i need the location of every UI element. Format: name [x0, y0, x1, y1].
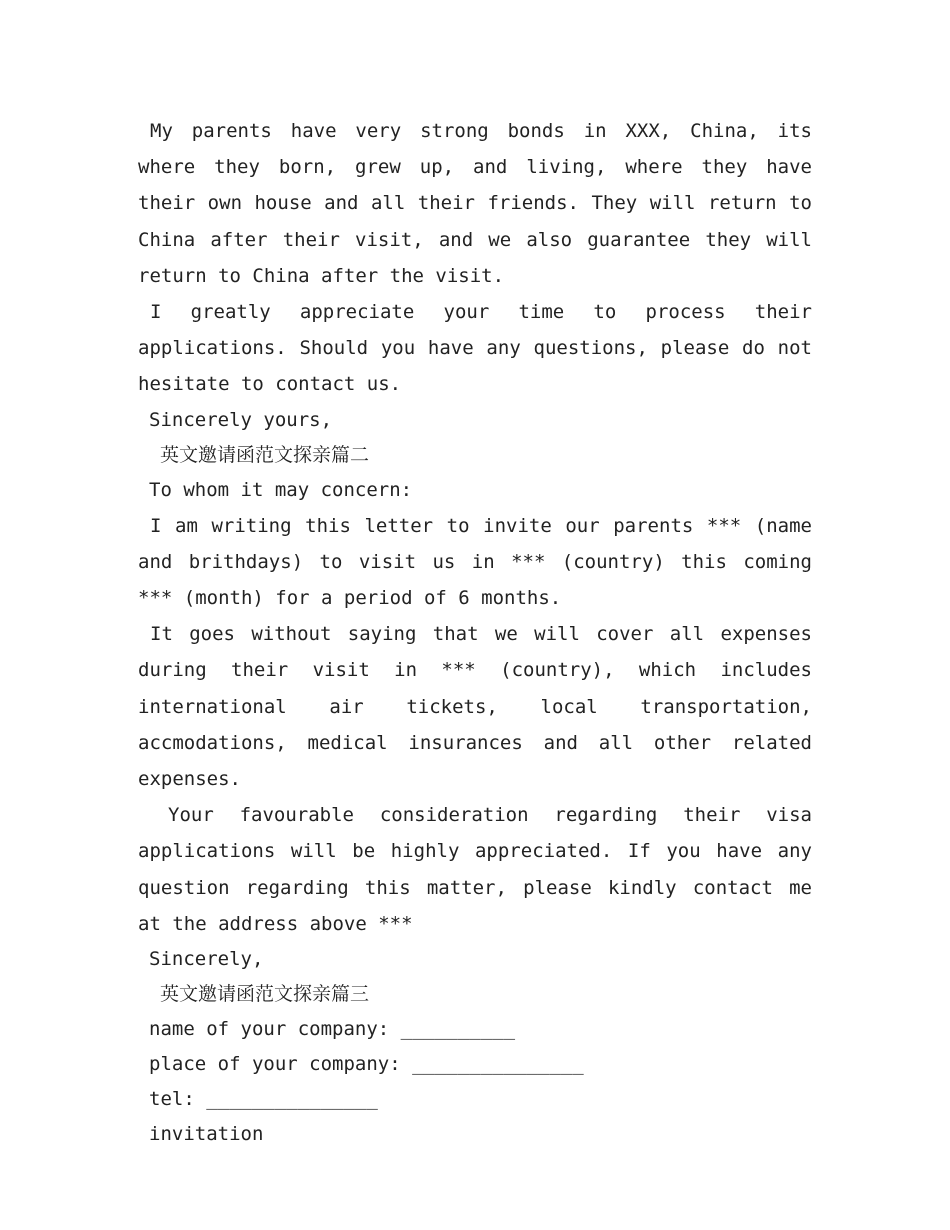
document-page — [138, 113, 812, 1152]
section-heading-3: 英文邀请函范文探亲篇三 — [160, 983, 370, 1006]
paragraph-appreciation: I greatly appreciate your time to process their applications. Should you have any questions, please do not hesitate to contact us. — [138, 301, 812, 396]
closing-sincerely-yours: Sincerely yours, — [149, 408, 333, 431]
closing-sincerely: Sincerely, — [149, 948, 264, 971]
section-heading-2: 英文邀请函范文探亲篇二 — [160, 443, 370, 466]
field-company-place: place of your company: _______________ — [149, 1053, 584, 1076]
invitation-label: invitation — [149, 1123, 264, 1146]
paragraph-consideration: Your favourable consideration regarding their visa applications will be highly appreciated. If you have any question regarding this matter, please kindly contact me at the address above *** — [138, 804, 812, 935]
paragraph-invitation: I am writing this letter to invite our parents *** (name and brithdays) to visit us in *** (country) this coming *** (month) for a period of 6 months. — [138, 514, 812, 610]
paragraph-parents-bonds: My parents have very strong bonds in XXX, China, its where they born, grew up, and living, where they have their own house and all their friends. They will return to China after their visit, and we also guarantee they will return to China after the visit. — [138, 120, 812, 287]
field-company-name: name of your company: __________ — [149, 1018, 516, 1041]
paragraph-expenses: It goes without saying that we will cover all expenses during their visit in *** (country), which includes international air tickets, local transportation, accmodations, medical insurances and all other related expenses. — [138, 623, 812, 791]
salutation: To whom it may concern: — [149, 478, 413, 501]
field-tel: tel: _______________ — [149, 1088, 378, 1111]
